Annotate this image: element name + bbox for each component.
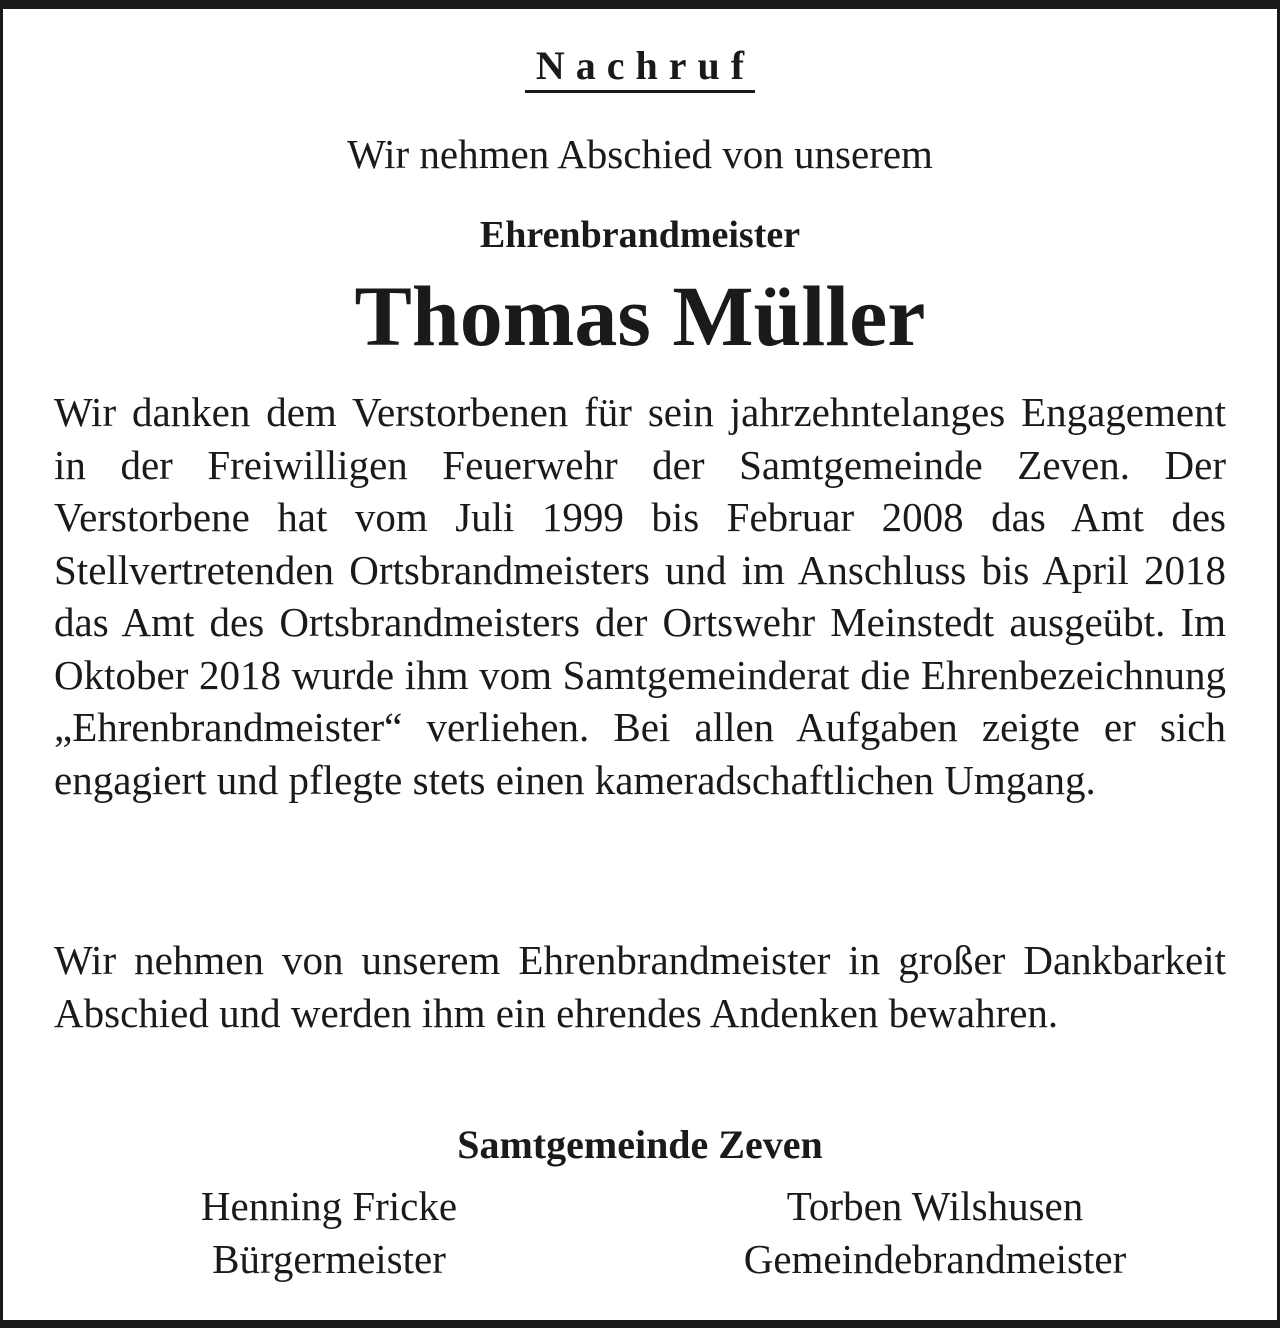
intro-line: Wir nehmen Abschied von unserem <box>347 131 933 177</box>
honorary-rank: Ehrenbrandmeister <box>479 214 801 256</box>
tribute-paragraph: Wir danken dem Verstorbenen für sein jahrzehntelanges Engagement in der Freiwilligen Feuerwehr der Samtgemeinde Zeven. Der Verstorbene hat vom Juli 1999 bis Februar 2008 das Amt des Stellvertretenden Ortsbrandmeisters und im Anschluss bis April 2018 das Amt des Ortsbrandmeisters der Ortswehr Meinstedt ausgeübt. Im Oktober 2018 wurde ihm vom Samtgemeinderat die Ehrenbezeichnung „Ehrenbrandmeister“ verliehen. Bei allen Aufgaben zeigte er sich engagiert und pflegte stets einen kameradschaftlichen Umgang. <box>54 389 1226 803</box>
signatory-block-fire-chief <box>678 1180 1192 1286</box>
deceased-name: Thomas Müller <box>354 268 926 364</box>
notice-heading <box>54 42 1226 93</box>
notice-heading-text: Nachruf <box>525 42 755 93</box>
signatory-name: Torben Wilshusen <box>786 1183 1084 1229</box>
farewell-paragraph: Wir nehmen von unserem Ehrenbrandmeister in großer Dankbarkeit Abschied und werden ihm ein ehrendes Andenken bewahren. <box>54 937 1226 1036</box>
signatory-name: Henning Fricke <box>200 1183 458 1229</box>
organization-name: Samtgemeinde Zeven <box>457 1122 823 1167</box>
signatory-title: Gemeindebrandmeister <box>743 1236 1127 1282</box>
signatory-block-mayor <box>148 1180 510 1286</box>
signatory-title: Bürgermeister <box>212 1236 446 1282</box>
